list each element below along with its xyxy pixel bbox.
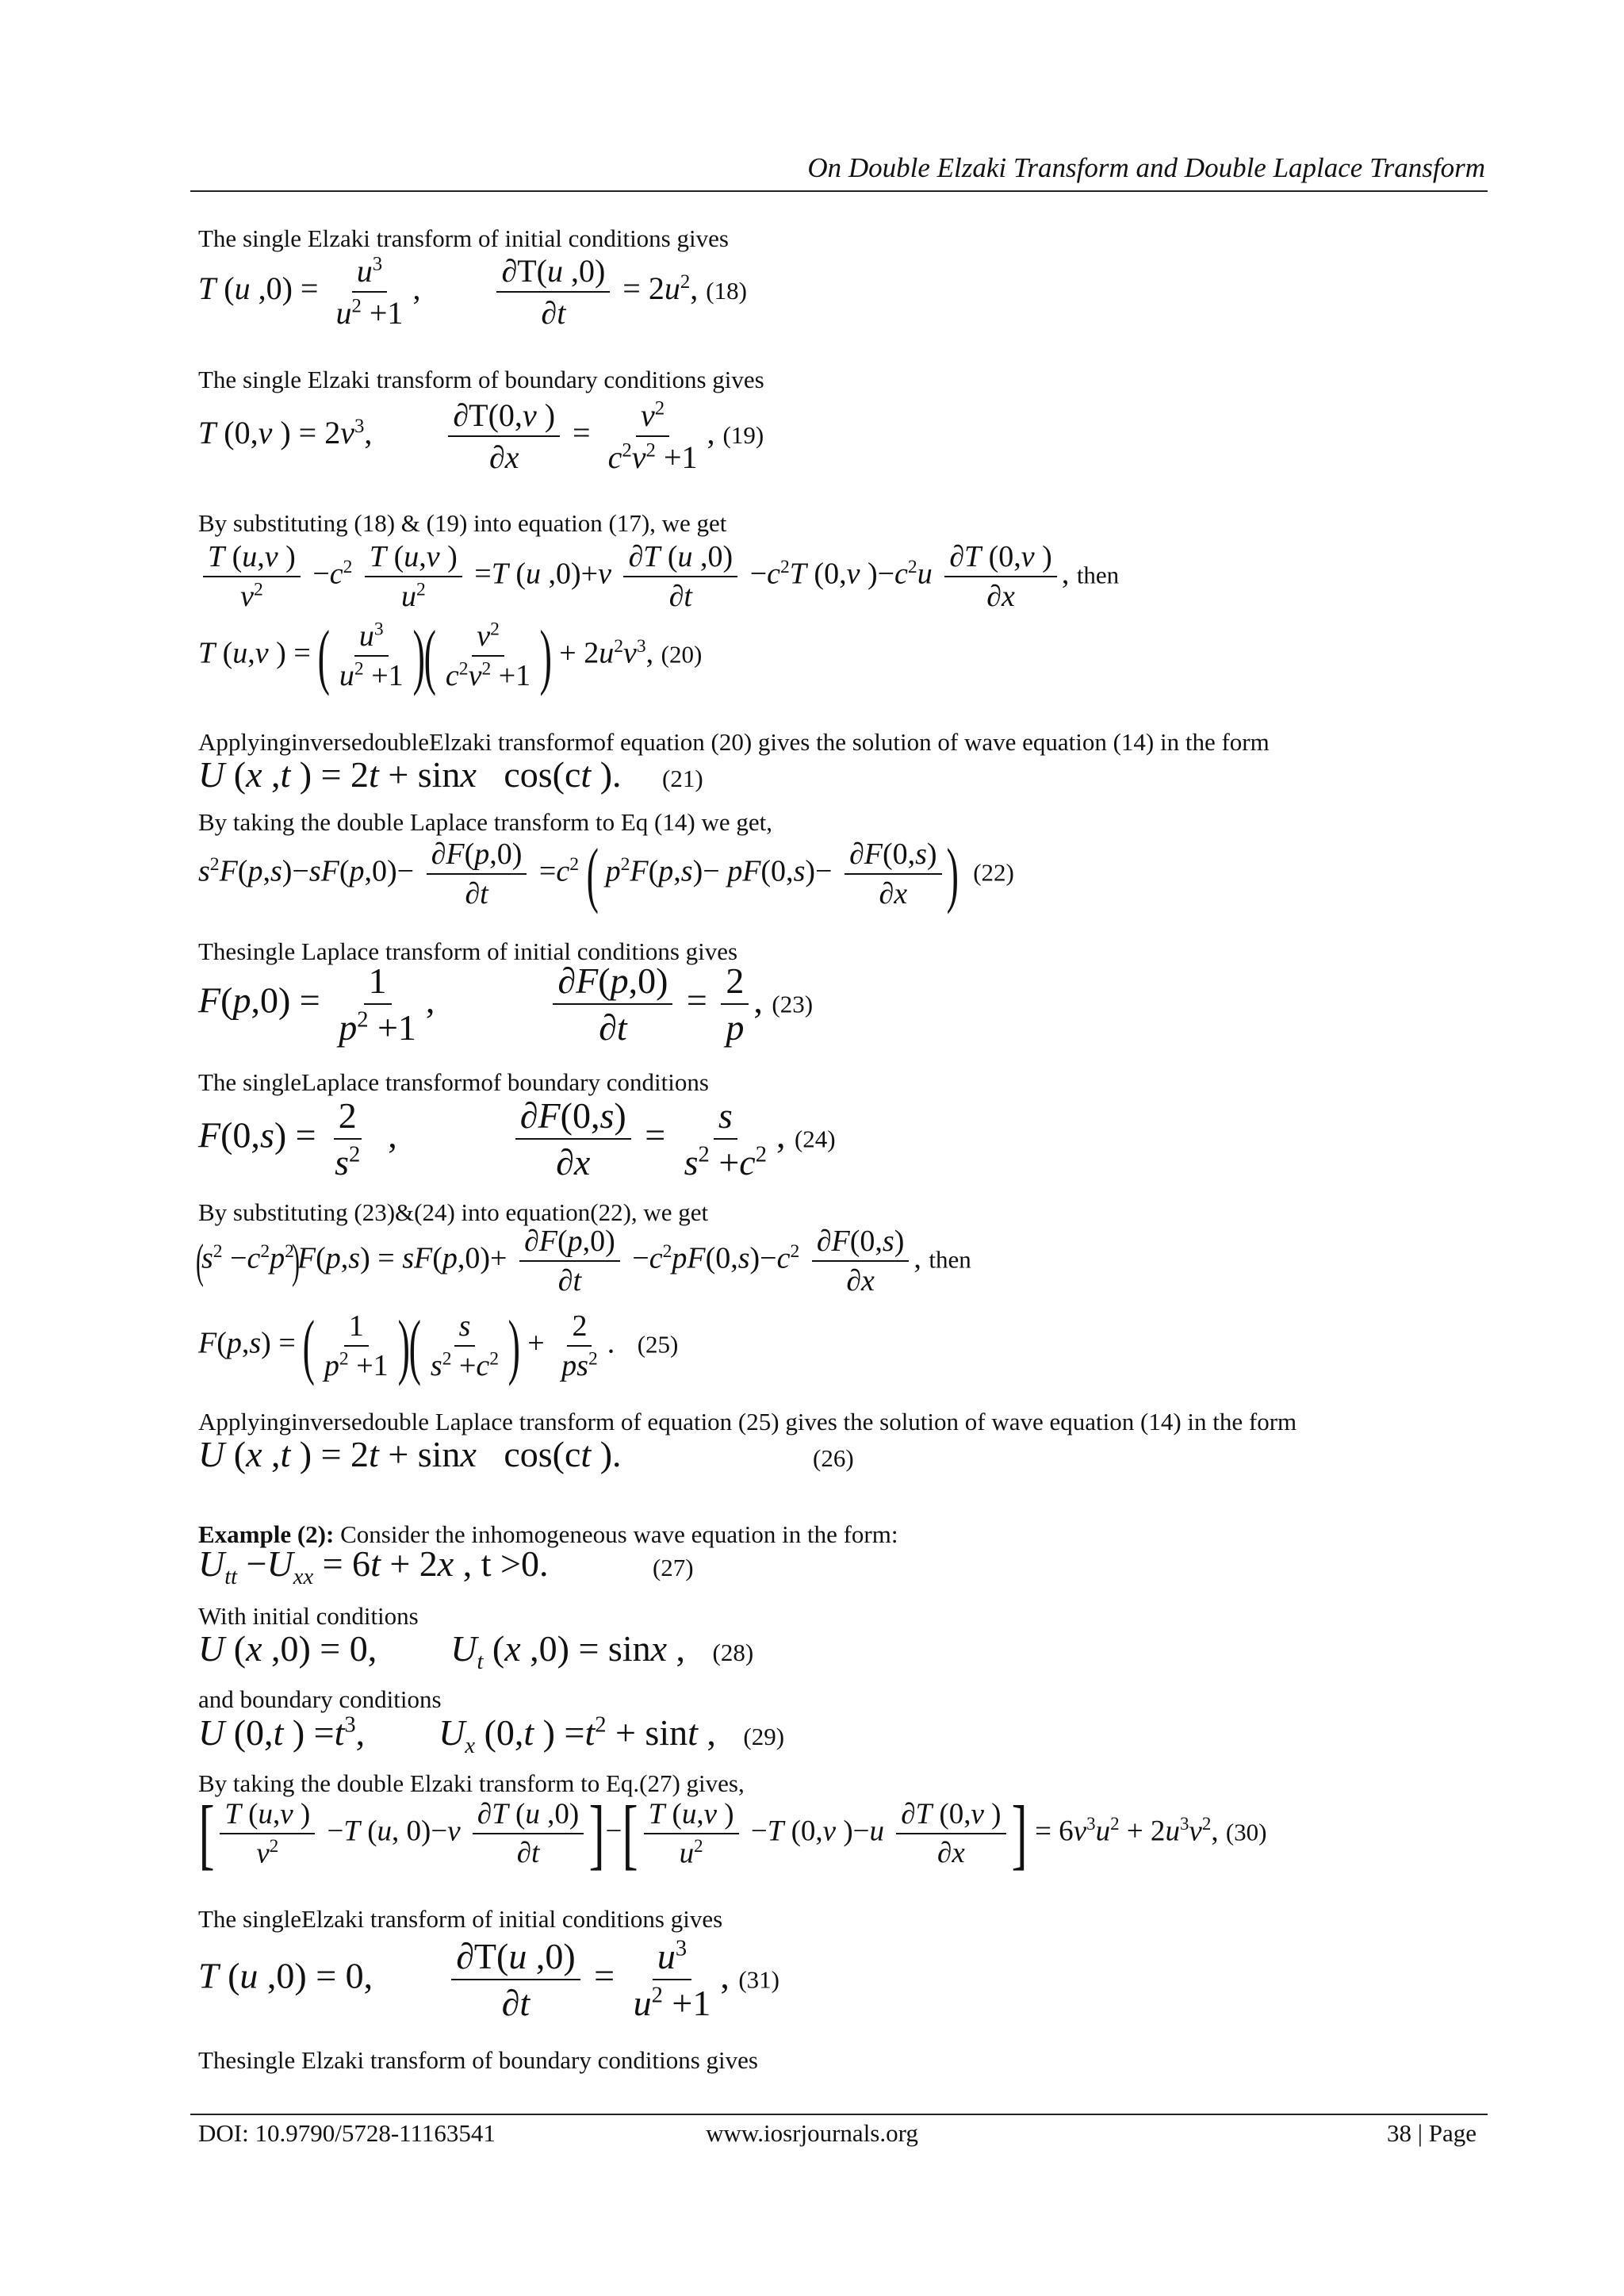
equation-number: (28)	[712, 1639, 754, 1666]
equation-26: U (x ,t ) = 2t + sinx cos(ct ). (26)	[198, 1434, 854, 1474]
paragraph: By taking the double Laplace transform to Eq (14) we get,	[198, 808, 772, 836]
paragraph: The singleElzaki transform of initial conditions gives	[198, 1905, 723, 1933]
equation-number: (24)	[794, 1125, 836, 1153]
equation-number: (25)	[637, 1330, 679, 1359]
running-header: On Double Elzaki Transform and Double Laplace Transform	[807, 152, 1485, 183]
paragraph: and boundary conditions	[198, 1685, 442, 1713]
footer-website: www.iosrjournals.org	[706, 2119, 918, 2147]
equation-25: F(p,s) = ( $\frac{1}{p^2 +1}$ )( $\frac{s}{s^2 +c^2}$ ) + $\frac{2}{ps^2}$ . (25)	[198, 1305, 679, 1386]
paragraph: By substituting (18) & (19) into equation (17), we get	[198, 509, 727, 537]
equation-28: U (x ,0) = 0, $U_t$ (x ,0) = sinx , (28)	[198, 1628, 754, 1675]
equation-21: U (x ,t ) = 2t + sinx cos(ct ). (21)	[198, 754, 703, 795]
inline-word: then	[929, 1245, 971, 1274]
footer-doi: DOI: 10.9790/5728-11163541	[198, 2119, 496, 2147]
equation-19: T (0,v ) = $2v^3$, $\frac{\partial T(0,v )}{\partial x}$ = $\frac{v^2}{c^2v^2 +1}$ , (19)	[198, 397, 764, 475]
equation-number: (29)	[743, 1723, 785, 1750]
paragraph-text: Consider the inhomogeneous wave equation in the form:	[334, 1520, 898, 1548]
paragraph: By taking the double Elzaki transform to Eq.(27) gives,	[198, 1769, 745, 1797]
paragraph: Applyinginversedouble Laplace transform of equation (25) gives the solution of wave equation (14) in the form	[198, 1408, 1297, 1435]
equation-24: F(0,s) = $\frac{2}{s^2}$ , $\frac{\partial F(0,s)}{\partial x}$ = $\frac{s}{s^2 +c^2}$ , (24)	[198, 1095, 836, 1182]
paragraph: The single Elzaki transform of boundary conditions gives	[198, 366, 764, 393]
paragraph: The singleLaplace transformof boundary conditions	[198, 1068, 709, 1096]
equation-number: (22)	[973, 858, 1014, 887]
paragraph: ApplyinginversedoubleElzaki transformof equation (20) gives the solution of wave equation (14) in the form	[198, 728, 1270, 756]
equation-number: (31)	[738, 1965, 779, 1994]
equation-substituted: $\frac{T (u,v )}{v^2}$ $-c^2$ $\frac{T (u,v )}{u^2}$ =T (u ,0)+v $\frac{\partial T (u ,0)}{\partial t}$ $-c^2T$ (0,v )$-c^2u$ $\frac{\partial T (0,v )}{\partial x}$ , then	[198, 539, 1119, 614]
equation-number: (18)	[706, 277, 747, 305]
equation-30: [ $\frac{T (u,v )}{v^2}$ −T (u, 0)−v $\frac{\partial T (u ,0)}{\partial t}$ ]−[ $\frac{T (u,v )}{u^2}$ −T (0,v )−u $\frac{\partial T (0,v )}{\partial x}$ ] = $6v^3u^2 + 2u^3v^2$, (30)	[198, 1789, 1267, 1877]
paragraph: The single Elzaki transform of initial conditions gives	[198, 224, 729, 252]
equation-number: (19)	[722, 421, 764, 450]
equation-number: (23)	[772, 990, 814, 1018]
example-label: Example (2):	[198, 1520, 335, 1548]
equation-29: U (0,t ) $=t^3$, $U_x$ (0,t ) $=t^2 + \sin t$ , (29)	[198, 1712, 785, 1759]
paragraph: Thesingle Elzaki transform of boundary conditions gives	[198, 2046, 758, 2074]
equation-number: (30)	[1225, 1818, 1267, 1846]
equation-number: (27)	[652, 1554, 694, 1581]
equation-substituted-laplace: $(s^2 -c^2p^2)F(p,s) = sF(p,0)+$ $\frac{\partial F(p,0)}{\partial t}$ $-c^2pF(0,s)-c^2$ $\frac{\partial F(0,s)}{\partial x}$ , then	[195, 1225, 971, 1297]
equation-22: $s^2F(p,s)-sF(p,0)-$ $\frac{\partial F(p,0)}{\partial t}$ $=c^2$ ( $p^2F(p,s)- pF(0,s)-$ $\frac{\partial F(0,s)}{\partial x}$ ) (22)	[198, 834, 1014, 914]
footer-page-number: 38 | Page	[1387, 2119, 1477, 2147]
paragraph: With initial conditions	[198, 1602, 419, 1630]
equation-number: (26)	[813, 1444, 854, 1472]
equation-23: F(p,0) = $\frac{1}{p^2 +1}$ , $\frac{\partial F(p,0)}{\partial t}$ = $\frac{2}{p}$ , (23)	[198, 960, 814, 1048]
paragraph: Thesingle Laplace transform of initial conditions gives	[198, 937, 738, 965]
equation-18: T (u ,0) = $\frac{u^3}{u^2 +1}$ , $\frac{\partial T(u ,0)}{\partial t}$ = $2u^2$, (18)	[198, 253, 747, 331]
paragraph: By substituting (23)&(24) into equation(22), we get	[198, 1198, 709, 1226]
equation-number: (20)	[661, 640, 703, 669]
equation-number: (21)	[662, 765, 703, 792]
footer-rule	[190, 2114, 1488, 2115]
equation-27: $U_{tt} -U_{xx} = 6t + 2x$ , t >0. (27)	[198, 1543, 694, 1590]
equation-31: T (u ,0) = 0, $\frac{\partial T(u ,0)}{\partial t}$ = $\frac{u^3}{u^2 +1}$ , (31)	[198, 1936, 779, 2023]
inline-word: then	[1076, 561, 1120, 589]
equation-20: T (u,v ) = ( $\frac{u^3}{u^2 +1}$ )( $\frac{v^2}{c^2v^2 +1}$ ) + $2u^2v^3$, (20)	[198, 615, 703, 696]
header-rule	[190, 190, 1488, 192]
